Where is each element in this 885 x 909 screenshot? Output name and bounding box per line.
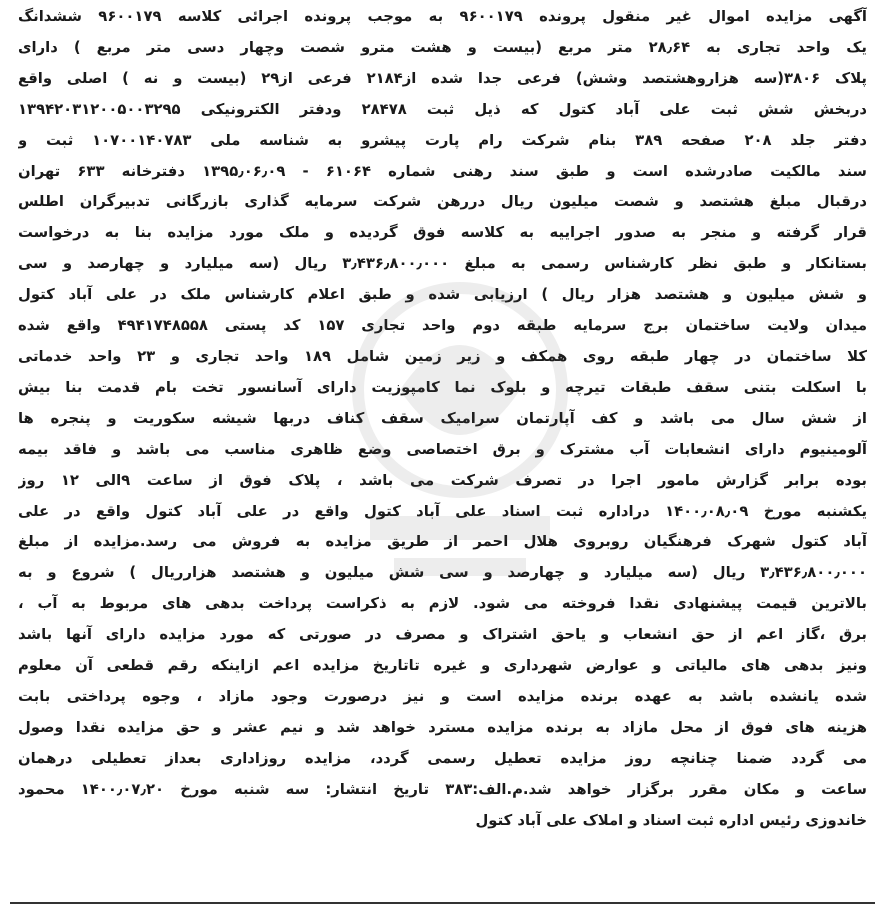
- notice-line-7: درقبال مبلغ هشتصد و شصت میلیون ریال دررهن شرکت سرمایه گذاری بازرگانی تدبیرگران اطلس: [18, 193, 867, 211]
- notice-line-4: دربخش شش ثبت علی آباد کتول که ذیل ثبت ۲۸۴۷۸ ودفتر الکترونیکی ۱۳۹۴۲۰۳۱۲۰۰۵۰۰۳۲۹۵: [18, 100, 867, 118]
- notice-line-13: با اسکلت بتنی سقف طبقات تیرچه و بلوک نما کامپوزیت دارای آسانسور تخت بام قدمت بنا بیش: [18, 378, 867, 396]
- notice-line-14: از شش سال می باشد و کف آپارتمان سرامیک سقف کناف دربها شیشه سکوریت و پنجره ها: [18, 409, 867, 427]
- auction-notice: [10, 0, 875, 909]
- notice-line-1: آگهی مزایده اموال غیر منقول پرونده ۹۶۰۰۱۷۹ به موجب پرونده اجرائی کلاسه ۹۶۰۰۱۷۹ ششدانگ: [18, 8, 867, 25]
- notice-line-10: و شش میلیون و هشتصد هزار ریال ) ارزیابی شده و طبق اعلام کارشناس ملک در علی آباد کتول: [18, 286, 867, 304]
- notice-line-19: ۳٫۴۳۶٫۸۰۰٫۰۰۰ ریال (سه میلیارد و چهارصد و سی شش میلیون و هشتصد هزارریال ) شروع و به: [18, 564, 867, 582]
- notice-line-12: کلا ساختمان در چهار طبقه روی همکف و زیر زمین شامل ۱۸۹ واحد تجاری و ۲۳ واحد خدماتی: [18, 347, 867, 365]
- notice-signature-line: خاندوزی رئیس اداره ثبت اسناد و املاک علی آباد کتول: [475, 811, 867, 829]
- notice-line-11: میدان ولایت ساختمان برج سرمایه طبقه دوم واحد تجاری ۱۵۷ کد پستی ۴۹۴۱۷۴۸۵۵۸ واقع شده: [18, 317, 867, 335]
- notice-line-22: ونیز بدهی های مالیاتی و عوارض شهرداری و غیره تاتاریخ مزایده اعم ازاینکه رقم قطعی آن معلوم: [18, 657, 867, 675]
- notice-line-8: قرار گرفته و منجر به صدور اجراییه به کلاسه فوق گردیده و ملک مورد مزایده بنا به درخواست: [18, 224, 867, 242]
- notice-line-3: پلاک ۳۸۰۶(سه هزاروهشتصد وشش) فرعی جدا شده از۲۱۸۴ فرعی از۲۹ (بیست و نه ) اصلی واقع: [18, 69, 867, 87]
- notice-line-23: شده یانشده باشد به عهده برنده مزایده است و نیز درصورت وجود مازاد ، وجوه پرداختی بابت: [18, 687, 867, 705]
- notice-line-15: آلومینیوم دارای انشعابات آب مشترک و برق اختصاصی وضع ظاهری مناسب می باشد و فاقد بیمه: [18, 440, 867, 458]
- notice-line-17: یکشنبه مورخ ۱۴۰۰٫۰۸٫۰۹ دراداره ثبت اسناد علی آباد کتول واقع در علی آباد کتول واقع در علی: [18, 502, 867, 520]
- notice-line-24: هزینه های فوق از محل مازاد به برنده مزایده مسترد خواهد شد و نیم عشر و حق مزایده نقدا وصول: [18, 718, 867, 736]
- notice-body: [10, 0, 875, 836]
- notice-line-18: آباد کتول شهرک فرهنگیان روبروی هلال احمر از طریق مزایده به فروش می رسد.مزایده از مبلغ: [18, 533, 867, 551]
- notice-line-2: یک واحد تجاری به ۲۸٫۶۴ متر مربع (بیست و هشت مترو شصت وچهار دسی متر مربع ) دارای: [18, 38, 867, 56]
- notice-line-20: بالاترین قیمت پیشنهادی نقدا فروخته می شود. لازم به ذکراست پرداخت بدهی های مربوط به آب ،: [18, 595, 867, 613]
- bottom-divider: [10, 902, 875, 904]
- notice-line-6: سند مالکیت صادرشده است و طبق سند رهنی شماره ۶۱۰۶۴ - ۱۳۹۵٫۰۶٫۰۹ دفترخانه ۶۳۳ تهران: [18, 162, 867, 180]
- notice-line-21: برق ،گاز اعم از حق انشعاب و یاحق اشتراک و مصرف در صورتی که مورد مزایده دارای آنها باشد: [18, 626, 867, 644]
- notice-line-26: ساعت و مکان مقرر برگزار خواهد شد.م.الف:۳۸۳ تاریخ انتشار: سه شنبه مورخ ۱۴۰۰٫۰۷٫۲۰ محمود: [18, 780, 867, 798]
- notice-line-5: دفتر جلد ۲۰۸ صفحه ۳۸۹ بنام شرکت رام پارت پیشرو به شناسه ملی ۱۰۷۰۰۱۴۰۷۸۳ ثبت و: [18, 131, 867, 149]
- notice-line-16: بوده برابر گزارش مامور اجرا در تصرف شرکت می باشد ، پلاک فوق از ساعت ۹الی ۱۲ روز: [18, 471, 867, 489]
- notice-line-9: بستانکار و طبق نظر کارشناس رسمی به مبلغ ۳٫۴۳۶٫۸۰۰٫۰۰۰ ریال (سه میلیارد و چهارصد و سی: [18, 255, 867, 273]
- notice-line-25: می گردد ضمنا چنانچه روز مزایده تعطیل رسمی گردد، مزایده روزاداری بعداز تعطیلی درهمان: [18, 749, 867, 767]
